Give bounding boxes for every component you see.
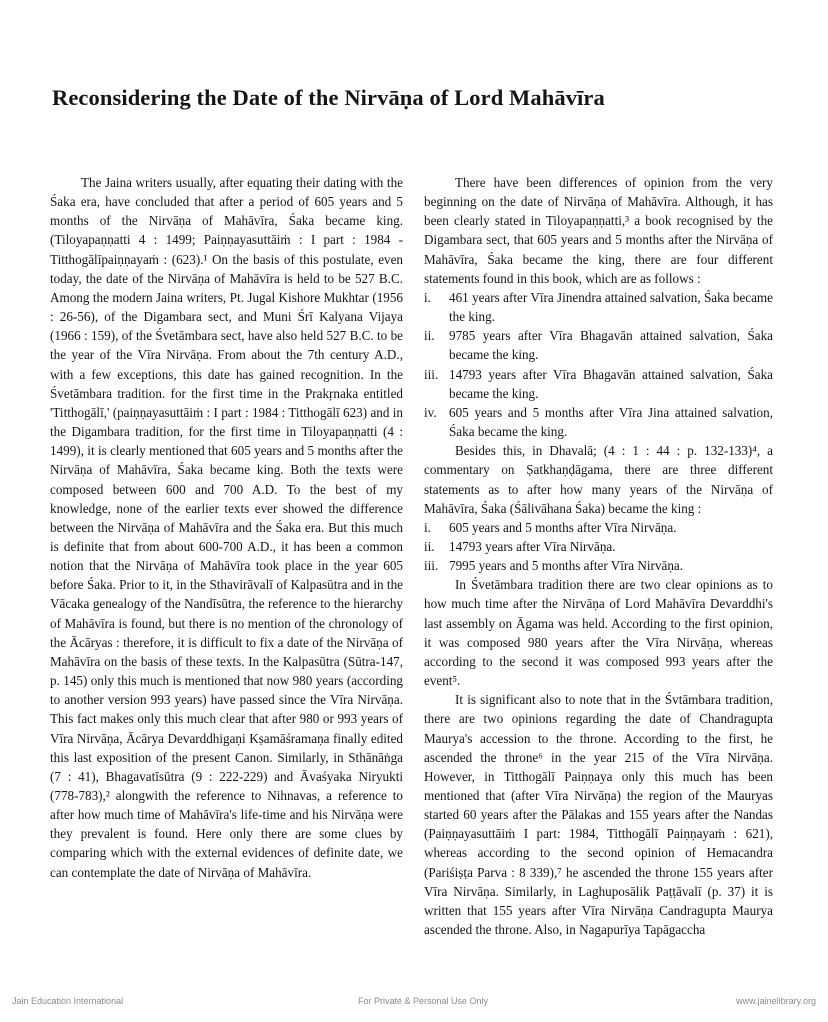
footer-publisher: Jain Education International (12, 996, 124, 1006)
body-paragraph: The Jaina writers usually, after equating their dating with the Śaka era, have concluded that after a period of 605 years and 5 months of the Nirvāṇa of Mahāvīra, Śaka became king. (Tiloyapaṇṇatti 4 : 1499; Paiṇṇayasuttāiṁ : I part : 1984 - Titthogālīpaiṇṇayaṁ : (623).¹ On the basis of this postulate, even today, the date of the Nirvāṇa of Mahāvīra is held to be 527 B.C. Among the modern Jaina writers, Pt. Jugal Kishore Mukhtar (1956 : 26-56), of the Digambara sect, and Muni Śrī Kalyana Vijaya (1966 : 159), of the Śvetāmbara sect, have also held 527 B.C. to be the year of the Vīra Nirvāṇa. From about the 7th century A.D., with a few exceptions, this date has gained recognition. In the Śvetāmbara tradition. for the first time in the Prakṛnaka entitled 'Titthogālī,' (paiṇṇayasuttāiṁ : I part : 1984 : Titthogālī 623) and in the Digambara tradition, for the first time in Tiloyapaṇṇatti (4 : 1499), it is clearly mentioned that 605 years and 5 months after the Nirvāṇa of Mahāvīra, Śaka became king. Both the texts were composed between 600 and 700 A.D. To the best of my knowledge, none of the earlier texts ever showed the difference between the Nirvāṇa of Mahāvīra and the Śaka era. But this much is definite that from about 600-700 A.D., it has been a common notion that the Nirvāṇa of Mahāvīra took place in the year 605 before Śaka. Prior to it, in the Sthavirāvalī of Kalpasūtra and in the Vācaka genealogy of the Nandīsūtra, the reference to the hierarchy of Mahāvīra is found, but there is no mention of the chronology of the Ācāryas : therefore, it is difficult to fix a date of the Nirvāṇa of Mahāvīra on the basis of these texts. In the Kalpasūtra (Sūtra-147, p. 145) only this much is mentioned that now 980 years (according to another version 993 years) have passed since the Vīra Nirvāṇa. This fact makes only this much clear that after 980 or 993 years of Vīra Nirvāṇa, Ācārya Devarddhigaṇi Kṣamāśramaṇa finally edited this last exposition of the present Canon. Similarly, in Sthānāṅga (7 : 41), Bhagavatīsūtra (9 : 222-229) and Āvaśyaka Niryukti (778-783),² alongwith the reference to Nihnavas, a reference to after how much time of Mahāvīra's life-time and his Nirvāṇa were they prevalent is found. Here only there are some clues by comparing which with the external evidences of definite date, we can contemplate the date of Nirvāṇa of Mahāvīra. (50, 175, 403, 880)
list-item-text: 9785 years after Vīra Bhagavān attained salvation, Śaka became the king. (449, 328, 773, 363)
tiloyapannatti-statements-list (424, 288, 773, 441)
list-marker: i. (424, 519, 431, 535)
list-item-text: 14793 years after Vīra Bhagavān attained salvation, Śaka became the king. (449, 366, 773, 401)
list-marker: iii. (424, 558, 439, 574)
list-item (424, 288, 773, 326)
dhavala-paragraph: Besides this, in Dhavalā; (4 : 1 : 44 : p. 132-133)⁴, a commentary on Ṣatkhaṇḍāgama, there are three different statements as to after how many years of the Nirvāṇa of Mahāvīra, Śaka (Śālivāhana Śaka) became the king : (424, 443, 773, 516)
list-marker: ii. (424, 538, 435, 554)
list-item (424, 365, 773, 403)
footer-website: www.jainelibrary.org (736, 996, 816, 1006)
list-item-text: 7995 years and 5 months after Vīra Nirvāṇa. (449, 558, 684, 574)
left-column (50, 173, 403, 882)
list-item (424, 556, 773, 575)
list-marker: i. (424, 289, 431, 305)
list-item-text: 461 years after Vīra Jinendra attained salvation, Śaka became the king. (449, 289, 773, 325)
list-item-text: 605 years and 5 months after Vīra Nirvāṇa. (449, 519, 677, 535)
intro-paragraph: There have been differences of opinion from the very beginning on the date of Nirvāṇa of Mahāvīra. Although, it has been clearly stated in Tiloyapaṇṇatti,³ a book recognised by the Digambara sect, that 605 years and 5 months after the Nirvāṇa of Mahāvīra, Śaka became the king, there are four different statements found in this book, which are as follows : (424, 175, 773, 286)
list-item (424, 518, 773, 537)
list-marker: iii. (424, 366, 439, 382)
dhavala-statements-list (424, 518, 773, 575)
right-column (424, 173, 773, 939)
svetambara-paragraph: In Śvetāmbara tradition there are two clear opinions as to how much time after the Nirvāṇa of Lord Mahāvīra Devarddhi's last assembly on Āgama was held. According to the first opinion, it was composed 980 years after the Vīra Nirvāṇa, whereas according to the second it was composed 993 years after the event⁵. (424, 577, 773, 689)
list-item-text: 14793 years after Vīra Nirvāṇa. (449, 538, 616, 554)
chandragupta-paragraph: It is significant also to note that in the Śvtāmbara tradition, there are two opinions regarding the date of Chandragupta Maurya's accession to the throne. According to the first, he ascended the throne⁶ in the year 215 of the Vīra Nirvāṇa. However, in Titthogālī Paiṇṇaya only this much has been mentioned that (after Vīra Nirvāṇa) the region of the Mauryas started 60 years after the Pālakas and 155 years after the Nandas (Paiṇṇayasuttāiṁ I part: 1984, Titthogālī Paiṇṇayaṁ : 621), whereas according to the second opinion of Hemacandra (Pariśiṣṭa Parva : 8 339),⁷ he ascended the throne 155 years after Vīra Nirvāṇa. Similarly, in Laghuposālik Paṭṭāvalī (p. 37) it is written that 155 years after Vīra Nirvāṇa Candragupta Maurya ascended the throne. Also, in Nagapurīya Tapāgaccha (424, 692, 773, 938)
list-marker: ii. (424, 328, 435, 344)
list-item-text: 605 years and 5 months after Vīra Jina attained salvation, Śaka became the king. (449, 404, 773, 440)
list-item (424, 403, 773, 441)
list-item (424, 537, 773, 556)
list-marker: iv. (424, 404, 437, 420)
list-item (424, 326, 773, 364)
paper-title: Reconsidering the Date of the Nirvāṇa of Lord Mahāvīra (52, 85, 605, 110)
footer-usage-note: For Private & Personal Use Only (358, 996, 489, 1006)
